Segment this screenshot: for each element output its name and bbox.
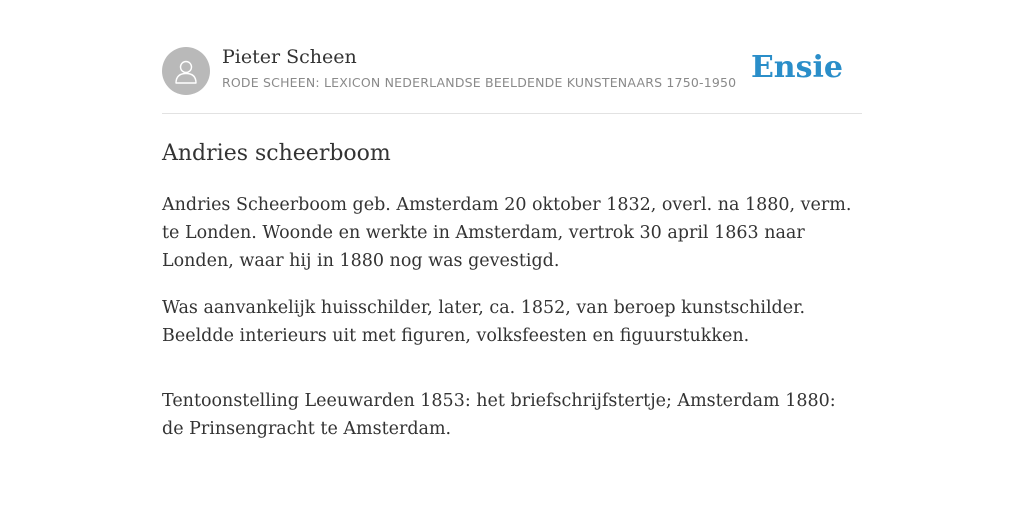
article-body: [162, 191, 862, 443]
ensie-logo[interactable]: Ensie: [750, 50, 843, 85]
article-paragraph: Andries Scheerboom geb. Amsterdam 20 oktober 1832, overl. na 1880, verm. te Londen. Woonde en werkte in Amsterdam, vertrok 30 april 1863 naar Londen, waar hij in 1880 nog was gevestigd.: [162, 195, 852, 271]
author-name[interactable]: Pieter Scheen: [222, 46, 357, 68]
source-title[interactable]: RODE SCHEEN: LEXICON NEDERLANDSE BEELDENDE KUNSTENAARS 1750-1950: [222, 75, 737, 90]
article-paragraph: Was aanvankelijk huisschilder, later, ca. 1852, van beroep kunstschilder. Beeldde interieurs uit met figuren, volksfeesten en figuurstukken.: [162, 298, 806, 346]
article-card: [162, 44, 862, 462]
article-title: Andries scheerboom: [162, 141, 391, 166]
article-header: [162, 44, 862, 114]
author-avatar[interactable]: [162, 47, 210, 95]
article-paragraph: Tentoonstelling Leeuwarden 1853: het briefschrijfstertje; Amsterdam 1880: de Prinsengracht te Amsterdam.: [162, 391, 836, 439]
user-silhouette-icon: [172, 57, 200, 85]
